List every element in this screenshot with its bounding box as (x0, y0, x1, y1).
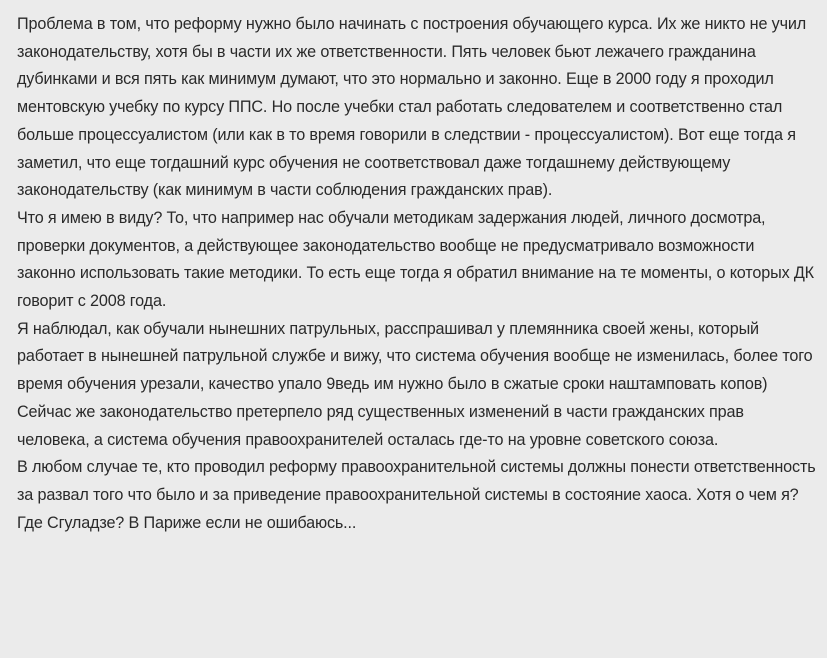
comment-paragraph: Я наблюдал, как обучали нынешних патрульных, расспрашивал у племянника своей жены, который работает в нынешней патрульной службе и вижу, что система обучения вообще не изменилась, более того время обучения урезали, качество упало 9ведь им нужно было в сжатые сроки наштамповать копов) (17, 319, 813, 394)
comment-paragraph: В любом случае те, кто проводил реформу правоохранительной системы должны понести ответственность за развал того что было и за приведение правоохранительной системы в состояние хаоса. Хотя о чем я? Где Сгуладзе? В Париже если не ошибаюсь... (17, 458, 816, 532)
comment-paragraph: Сейчас же законодательство претерпело ряд существенных изменений в части гражданских прав человека, а система обучения правоохранителей осталась где-то на уровне советского союза. (17, 402, 744, 449)
comment-paragraph: Что я имею в виду? То, что например нас обучали методикам задержания людей, личного досмотра, проверки документов, а действующее законодательство вообще не предусматривало возможности законно использовать такие методики. То есть еще тогда я обратил внимание на те моменты, о которых ДК говорит с 2008 года. (17, 208, 814, 311)
comment-paragraph: Проблема в том, что реформу нужно было начинать с построения обучающего курса. Их же никто не учил законодательству, хотя бы в части их же ответственности. Пять человек бьют лежачего гражданина дубинками и вся пять как минимум думают, что это нормально и законно. Еще в 2000 году я проходил ментовскую учебку по курсу ППС. Но после учебки стал работать следователем и соответственно стал больше процессуалистом (или как в то время говорили в следствии - процессуалистом). Вот еще тогда я заметил, что еще тогдашний курс обучения не соответствовал даже тогдашнему действующему законодательству (как минимум в части соблюдения гражданских прав). (17, 15, 807, 200)
comment-body (17, 11, 817, 537)
